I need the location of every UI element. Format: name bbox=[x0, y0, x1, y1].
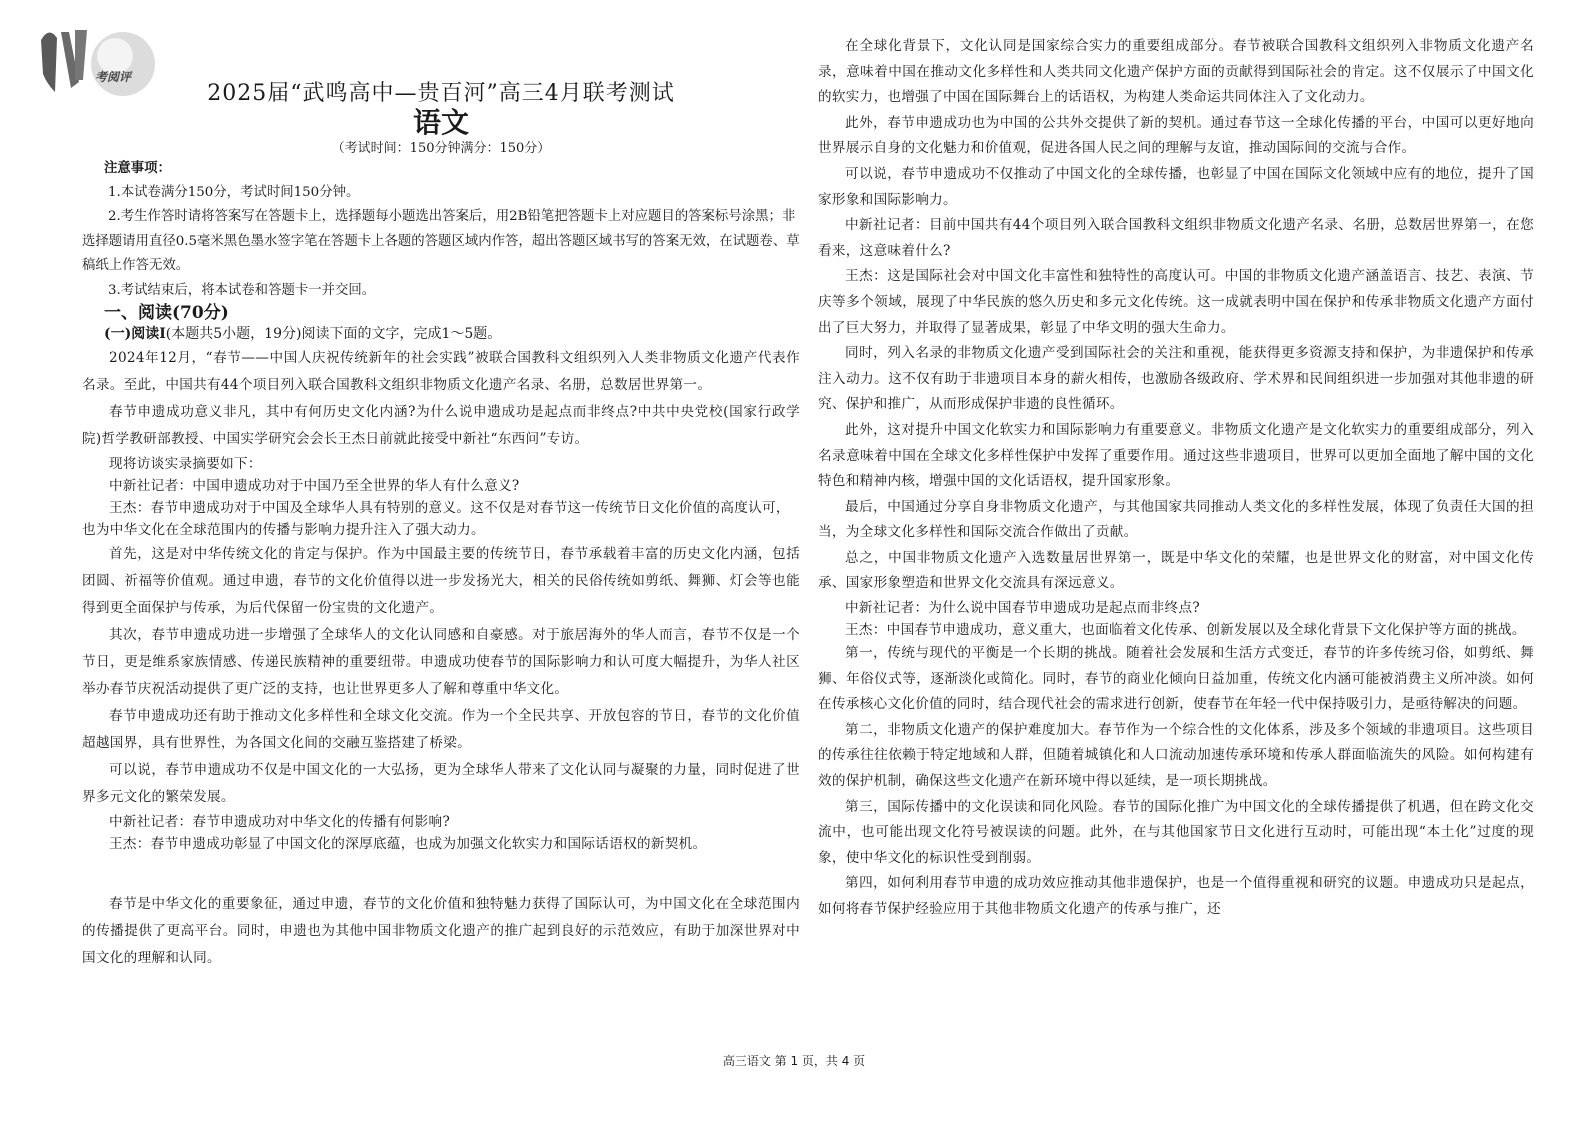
interview-line: 中新社记者：为什么说中国春节申遗成功是起点而非终点? bbox=[845, 600, 1200, 617]
left-column-text bbox=[82, 345, 800, 972]
interview-line: 王杰：春节申遗成功对于中国及全球华人具有特别的意义。这不仅是对春节这一传统节日文化价值的高度认可，也为中华文化在全球范围内的传播与影响力提升注入了强大动力。 bbox=[82, 500, 790, 538]
notice-heading: 注意事项： bbox=[104, 160, 171, 176]
notice-item: 3.考试结束后，将本试卷和答题卡一并交回。 bbox=[108, 282, 376, 298]
paragraph: 中新社记者：目前中国共有44个项目列入联合国教科文组织非物质文化遗产名录、名册，总数居世界第一，在您看来，这意味着什么? bbox=[818, 217, 1534, 259]
paragraph: 其次，春节申遗成功进一步增强了全球华人的文化认同感和自豪感。对于旅居海外的华人而言，春节不仅是一个节日，更是维系家族情感、传递民族精神的重要纽带。申遗成功使春节的国际影响力和认可度大幅提升，为华人社区举办春节庆祝活动提供了更广泛的支持，也让世界更多人了解和尊重中华文化。 bbox=[82, 627, 800, 697]
paragraph: 春节申遗成功还有助于推动文化多样性和全球文化交流。作为一个全民共享、开放包容的节日，春节的文化价值超越国界，具有世界性，为各国文化间的交融互鉴搭建了桥梁。 bbox=[82, 708, 800, 751]
interview-line: 中新社记者：春节申遗成功对中华文化的传播有何影响? bbox=[109, 814, 451, 830]
subsection-label: (一)阅读Ⅰ bbox=[104, 326, 166, 342]
paragraph: 可以说，春节申遗成功不仅是中国文化的一大弘扬，更为全球华人带来了文化认同与凝聚的力量，同时促进了世界多元文化的繁荣发展。 bbox=[82, 762, 800, 805]
interview-line: 中新社记者：中国申遗成功对于中国乃至全世界的华人有什么意义? bbox=[109, 478, 520, 494]
paragraph: 第一，传统与现代的平衡是一个长期的挑战。随着社会发展和生活方式变迁，春节的许多传统习俗，如剪纸、舞狮、年俗仪式等，逐渐淡化或简化。同时，春节的商业化倾向日益加重，传统文化内涵可能被消费主义所冲淡。如何在传承核心文化价值的同时，结合现代社会的需求进行创新，使春节在年轻一代中保持吸引力，是亟待解决的问题。 bbox=[818, 645, 1534, 713]
paragraph: 首先，这是对中华传统文化的肯定与保护。作为中国最主要的传统节日，春节承载着丰富的历史文化内涵，包括团圆、祈福等价值观。通过申遗，春节的文化价值得以进一步发扬光大，相关的民俗传统如剪纸、舞狮、灯会等也能得到更全面保护与传承，为后代保留一份宝贵的文化遗产。 bbox=[82, 546, 800, 616]
exam-time-info: （考试时间：150分钟满分：150分） bbox=[331, 141, 551, 156]
paragraph: 春节是中华文化的重要象征，通过申遗，春节的文化价值和独特魅力获得了国际认可，为中国文化在全球范围内的传播提供了更高平台。同时，申遗也为其他中国非物质文化遗产的推广起到良好的示范效应，有助于加深世界对中国文化的理解和认同。 bbox=[82, 896, 800, 966]
page-footer: 高三语文 第 1 页，共 4 页 bbox=[722, 1054, 866, 1068]
interview-line: 王杰：春节申遗成功彰显了中国文化的深厚底蕴，也成为加强文化软实力和国际话语权的新契机。 bbox=[109, 836, 707, 852]
paragraph: 总之，中国非物质文化遗产入选数量居世界第一，既是中华文化的荣耀，也是世界文化的财富，对中国文化传承、国家形象塑造和世界文化交流具有深远意义。 bbox=[818, 549, 1534, 592]
notice-item: 2.考生作答时请将答案写在答题卡上，选择题每小题选出答案后，用2B铅笔把答题卡上对应题目的答案标号涂黑；非选择题请用直径0.5毫米黑色墨水签字笔在答题卡上各题的答题区域内作答，超出答题区域书写的答案无效，在试题卷、草稿纸上作答无效。 bbox=[82, 209, 800, 273]
logo-text: 考阅评 bbox=[95, 70, 132, 84]
subsection-heading bbox=[104, 323, 501, 343]
paragraph: 最后，中国通过分享自身非物质文化遗产，与其他国家共同推动人类文化的多样性发展，体现了负责任大国的担当，为全球文化多样性和国际交流合作做出了贡献。 bbox=[818, 498, 1534, 541]
notice-item: 1.本试卷满分150分，考试时间150分钟。 bbox=[108, 184, 360, 200]
paragraph: 王杰：这是国际社会对中国文化丰富性和独特性的高度认可。中国的非物质文化遗产涵盖语言、技艺、表演、节庆等多个领域，展现了中华民族的悠久历史和多元文化传统。这一成就表明中国在保护和传承非物质文化遗产方面付出了巨大努力，并取得了显著成果，彰显了中华文明的强大生命力。 bbox=[818, 268, 1534, 336]
paragraph: 此外，这对提升中国文化软实力和国际影响力有重要意义。非物质文化遗产是文化软实力的重要组成部分，列入名录意味着中国在全球文化多样性保护中发挥了重要作用。通过这些非遗项目，世界可以更加全面地了解中国的文化特色和精神内核，增强中国的文化话语权，提升国家形象。 bbox=[818, 421, 1534, 490]
paragraph: 第四，如何利用春节申遗的成功效应推动其他非遗保护，也是一个值得重视和研究的议题。申遗成功只是起点，如何将春节保护经验应用于其他非物质文化遗产的传承与推广，还 bbox=[818, 875, 1534, 917]
paragraph: 春节申遗成功意义非凡，其中有何历史文化内涵?为什么说申遗成功是起点而非终点?中共中央党校(国家行政学院)哲学教研部教授、中国实学研究会会长王杰日前就此接受中新社“东西问”专访。 bbox=[82, 404, 800, 447]
exam-title: 2025届“武鸣高中—贵百河”高三4月联考测试 bbox=[207, 81, 675, 106]
notice-block bbox=[82, 156, 800, 303]
interview-line: 现将访谈实录摘要如下： bbox=[109, 456, 262, 472]
paragraph: 2024年12月，“春节——中国人庆祝传统新年的社会实践”被联合国教科文组织列入人类非物质文化遗产代表作名录。至此，中国共有44个项目列入联合国教科文组织非物质文化遗产名录、名册，总数居世界第一。 bbox=[82, 350, 800, 393]
paragraph: 第三，国际传播中的文化误读和同化风险。春节的国际化推广为中国文化的全球传播提供了机遇，但在跨文化交流中，也可能出现文化符号被误读的问题。此外，在与其他国家节日文化进行互动时，可能出现“本土化”过度的现象，使中华文化的标识性受到削弱。 bbox=[818, 798, 1534, 866]
section-title: 一、阅读(70分) bbox=[104, 303, 229, 323]
paragraph: 在全球化背景下，文化认同是国家综合实力的重要组成部分。春节被联合国教科文组织列入非物质文化遗产名录，意味着中国在推动文化多样性和人类共同文化遗产保护方面的贡献得到国际社会的肯定。这不仅展示了中国文化的软实力，也增强了中国在国际舞台上的话语权，为构建人类命运共同体注入了文化动力。 bbox=[818, 38, 1534, 106]
paragraph: 此外，春节申遗成功也为中国的公共外交提供了新的契机。通过春节这一全球化传播的平台，中国可以更好地向世界展示自身的文化魅力和价值观，促进各国人民之间的理解与友谊，推动国际间的交流与合作。 bbox=[818, 114, 1534, 157]
subject-title: 语文 bbox=[412, 106, 469, 139]
paragraph: 第二，非物质文化遗产的保护难度加大。春节作为一个综合性的文化体系，涉及多个领域的非遗项目。这些项目的传承往往依赖于特定地域和人群，但随着城镇化和人口流动加速传承环境和传承人群面临流失的风险。如何构建有效的保护机制，确保这些文化遗产在新环境中得以延续，是一项长期挑战。 bbox=[818, 721, 1534, 790]
right-column-text bbox=[818, 34, 1534, 923]
paragraph: 可以说，春节申遗成功不仅推动了中国文化的全球传播，也彰显了中国在国际文化领域中应有的地位，提升了国家形象和国际影响力。 bbox=[818, 165, 1534, 208]
interview-line: 王杰：中国春节申遗成功，意义重大，也面临着文化传承、创新发展以及全球化背景下文化保护等方面的挑战。 bbox=[845, 622, 1526, 639]
paragraph: 同时，列入名录的非物质文化遗产受到国际社会的关注和重视，能获得更多资源支持和保护，为非遗保护和传承注入动力。这不仅有助于非遗项目本身的薪火相传，也激励各级政府、学术界和民间组织进一步加强对其他非遗的研究、保护和推广，从而形成保护非遗的良性循环。 bbox=[818, 345, 1534, 413]
subsection-instructions: (本题共5小题，19分)阅读下面的文字，完成1～5题。 bbox=[165, 326, 502, 342]
